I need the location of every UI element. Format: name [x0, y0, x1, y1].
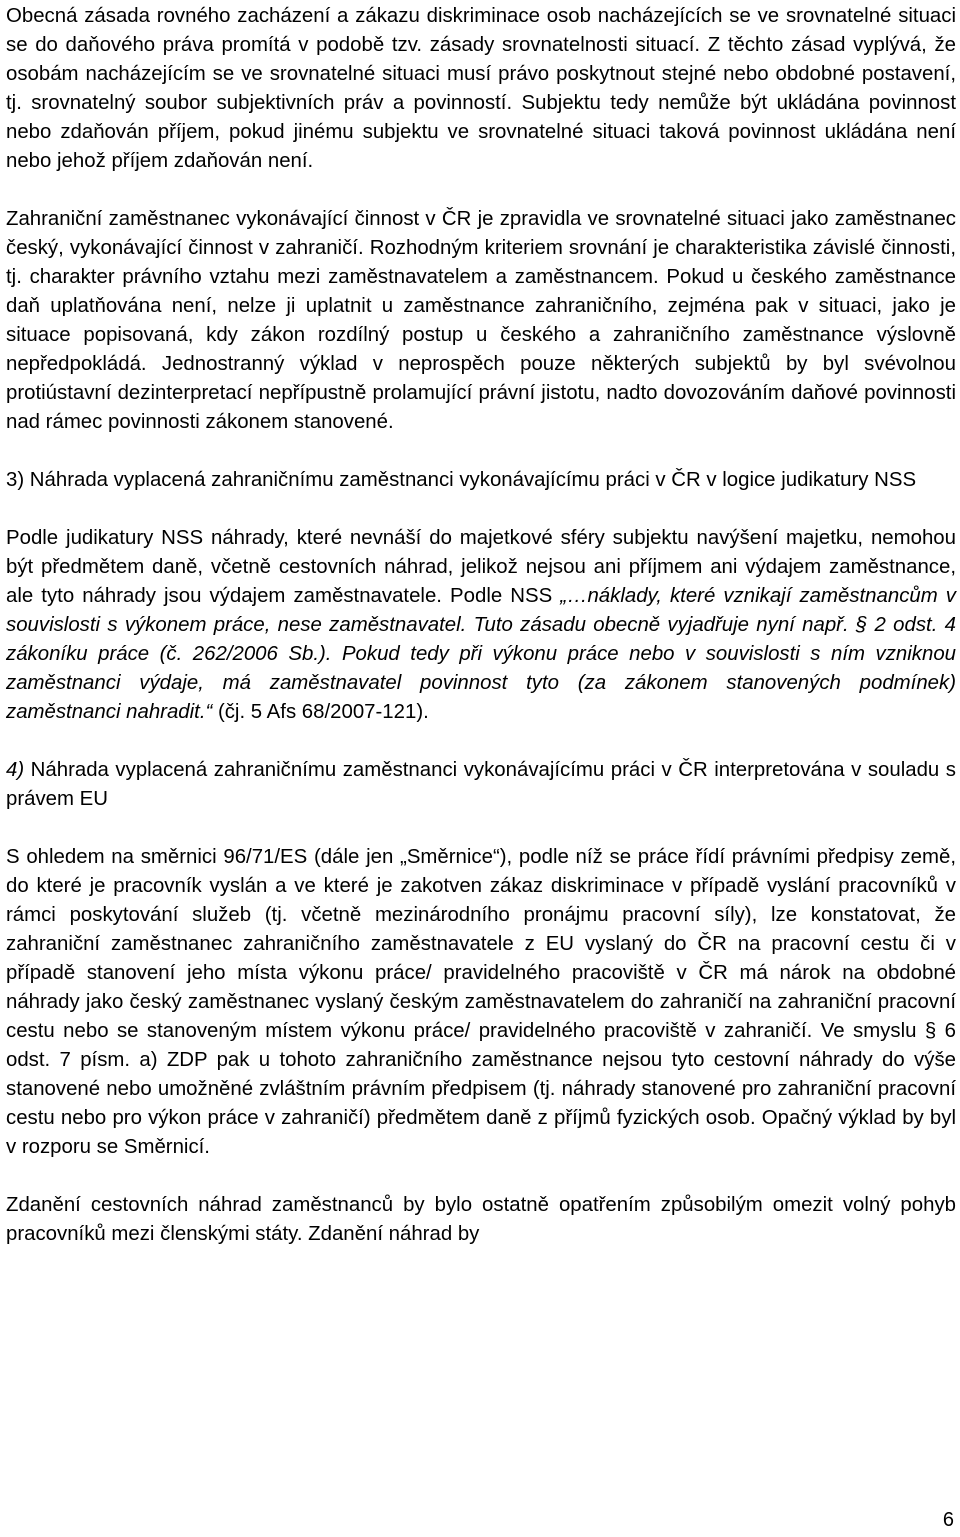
section-heading-4-number: 4) [6, 759, 25, 781]
section-heading-4 [6, 756, 956, 814]
nss-case-reference: (čj. 5 Afs 68/2007-121). [212, 701, 429, 723]
nss-quotation: „…náklady, které vznikají zaměstnancům v souvislosti s výkonem práce, nese zaměstnavatel. Tuto zásadu obecně vyjadřuje nyní např. § 2 odst. 4 zákoníku práce (č. 262/2006 Sb.). Pokud tedy při výkonu práce nebo v souvislosti s ním vzniknou zaměstnanci výdaje, má zaměstnavatel povinnost tyto (za zákonem stanovených podmínek) zaměstnanci nahradit.“ [6, 585, 956, 723]
paragraph-free-movement: Zdanění cestovních náhrad zaměstnanců by bylo ostatně opatřením způsobilým omezit volný pohyb pracovníků mezi členskými státy. Zdanění náhrad by [6, 1194, 956, 1245]
nss-lead-text: Podle judikatury NSS náhrady, které nevnáší do majetkové sféry subjektu navýšení majetku, nemohou být předmětem daně, včetně cestovních náhrad, jelikož nejsou ani příjmem ani výdajem zaměstnance, ale tyto náhrady jsou výdajem zaměstnavatele. Podle NSS [6, 527, 956, 607]
section-heading-3: 3) Náhrada vyplacená zahraničnímu zaměstnanci vykonávajícímu práci v ČR v logice judikatury NSS [6, 469, 917, 491]
paragraph-equal-treatment: Obecná zásada rovného zacházení a zákazu diskriminace osob nacházejících se ve srovnatelné situaci se do daňového práva promítá v podobě tzv. zásady srovnatelnosti situací. Z těchto zásad vyplývá, že osobám nacházejícím se ve srovnatelné situaci musí právo poskytnout stejné nebo obdobné postavení, tj. srovnatelný soubor subjektivních práv a povinností. Subjektu tedy nemůže být ukládána povinnost nebo zdaňován příjem, pokud jinému subjektu ve srovnatelné situaci taková povinnost ukládána není nebo jehož příjem zdaňován není. [6, 5, 956, 172]
paragraph-nss-case-law [6, 524, 956, 727]
paragraph-foreign-employee: Zahraniční zaměstnanec vykonávající činnost v ČR je zpravidla ve srovnatelné situaci jako zaměstnanec český, vykonávající činnost v zahraničí. Rozhodným kriteriem srovnání je charakteristika závislé činnosti, tj. charakter právního vztahu mezi zaměstnavatelem a zaměstnancem. Pokud u českého zaměstnance daň uplatňována není, nelze ji uplatnit u zaměstnance zahraničního, zejména pak v situaci, jako je situace popisovaná, kdy zákon rozdílný postup u českého a zahraničního zaměstnance výslovně nepředpokládá. Jednostranný výklad v neprospěch pouze některých subjektů by byl svévolnou protiústavní dezinterpretací nepřípustně prolamující právní jistotu, nadto dovozováním daňové povinnosti nad rámec povinnosti zákonem stanovené. [6, 208, 956, 433]
paragraph-eu-directive: S ohledem na směrnici 96/71/ES (dále jen „Směrnice“), podle níž se práce řídí právními předpisy země, do které je pracovník vyslán a ve které je zakotven zákaz diskriminace v případě vyslání pracovníků v rámci poskytování služeb (tj. včetně mezinárodního pronájmu pracovní síly), lze konstatovat, že zahraniční zaměstnanec zahraničního zaměstnavatele z EU vyslaný do ČR na pracovní cestu či v případě stanovení jeho místa výkonu práce/ pravidelného pracoviště v ČR má nárok na obdobné náhrady jako český zaměstnanec vyslaný českým zaměstnavatelem do zahraničí na zahraniční pracovní cestu nebo se stanoveným místem výkonu práce/ pravidelného pracoviště v zahraničí. Ve smyslu § 6 odst. 7 písm. a) ZDP pak u tohoto zahraničního zaměstnance nejsou tyto cestovní náhrady do výše stanovené nebo umožněné zvláštním právním předpisem (tj. náhrady stanovené pro zahraniční pracovní cestu nebo pro výkon práce v zahraničí) předmětem daně z příjmů fyzických osob. Opačný výklad by byl v rozporu se Směrnicí. [6, 846, 956, 1158]
document-page [6, 2, 956, 1278]
page-number: 6 [942, 1509, 954, 1531]
section-heading-4-text: Náhrada vyplacená zahraničnímu zaměstnanci vykonávajícímu práci v ČR interpretována v souladu s právem EU [6, 759, 956, 810]
